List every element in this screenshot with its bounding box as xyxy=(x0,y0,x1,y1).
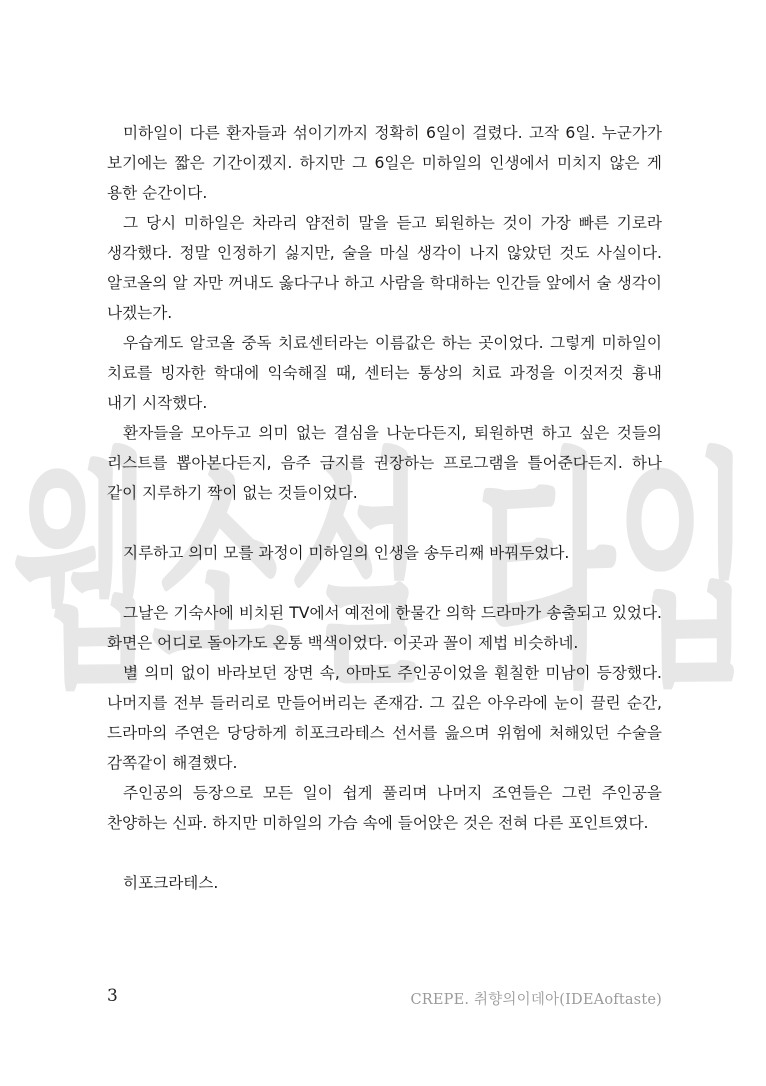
paragraph: 주인공의 등장으로 모든 일이 쉽게 풀리며 나머지 조연들은 그런 주인공을 찬양하는 신파. 하지만 미하일의 가슴 속에 들어앉은 것은 전혀 다른 포인트였다. xyxy=(107,784,662,832)
page-number: 3 xyxy=(107,986,118,1006)
paragraph: 히포크라테스. xyxy=(123,874,219,892)
paragraph: 그 당시 미하일은 차라리 얌전히 말을 듣고 퇴원하는 것이 가장 빠른 기로라 생각했다. 정말 인정하기 싫지만, 술을 마실 생각이 나지 않았던 것도 사실이다. 알코올의 알 자만 꺼내도 옳다구나 하고 사람을 학대하는 인간들 앞에서 술 생각이 나겠는가. xyxy=(107,214,662,322)
footer-title: CREPE. 취향의이데아(IDEAoftaste) xyxy=(410,992,662,1008)
paragraph-gap xyxy=(107,838,662,868)
paragraph: 별 의미 없이 바라보던 장면 속, 아마도 주인공이었을 훤칠한 미남이 등장했다. 나머지를 전부 들러리로 만들어버리는 존재감. 그 깊은 아우라에 눈이 끌린 순간, 드라마의 주연은 당당하게 히포크라테스 선서를 읊으며 위험에 처해있던 수술을 감쪽같이 해결했다. xyxy=(107,664,662,772)
document-body xyxy=(107,118,662,898)
paragraph: 우습게도 알코올 중독 치료센터라는 이름값은 하는 곳이었다. 그렇게 미하일이 치료를 빙자한 학대에 익숙해질 때, 센터는 통상의 치료 과정을 이것저것 흉내 내기 시작했다. xyxy=(107,334,662,412)
watermark-text: 웹소설 타입 xyxy=(13,428,753,719)
paragraph: 환자들을 모아두고 의미 없는 결심을 나눈다든지, 퇴원하면 하고 싶은 것들의 리스트를 뽑아본다든지, 음주 금지를 권장하는 프로그램을 틀어준다든지. 하나 같이 지루하기 짝이 없는 것들이었다. xyxy=(107,424,662,502)
paragraph: 그날은 기숙사에 비치된 TV에서 예전에 한물간 의학 드라마가 송출되고 있었다. 화면은 어디로 돌아가도 온통 백색이었다. 이곳과 꼴이 제법 비슷하네. xyxy=(107,604,662,652)
paragraph: 미하일이 다른 환자들과 섞이기까지 정확히 6일이 걸렸다. 고작 6일. 누군가가 보기에는 짧은 기간이겠지. 하지만 그 6일은 미하일의 인생에서 미치지 않은 게 용한 순간이다. xyxy=(107,124,662,202)
paragraph-gap xyxy=(107,568,662,598)
paragraph: 지루하고 의미 모를 과정이 미하일의 인생을 송두리째 바꿔두었다. xyxy=(123,544,570,562)
paragraph-gap xyxy=(107,508,662,538)
page-footer xyxy=(107,986,662,1014)
